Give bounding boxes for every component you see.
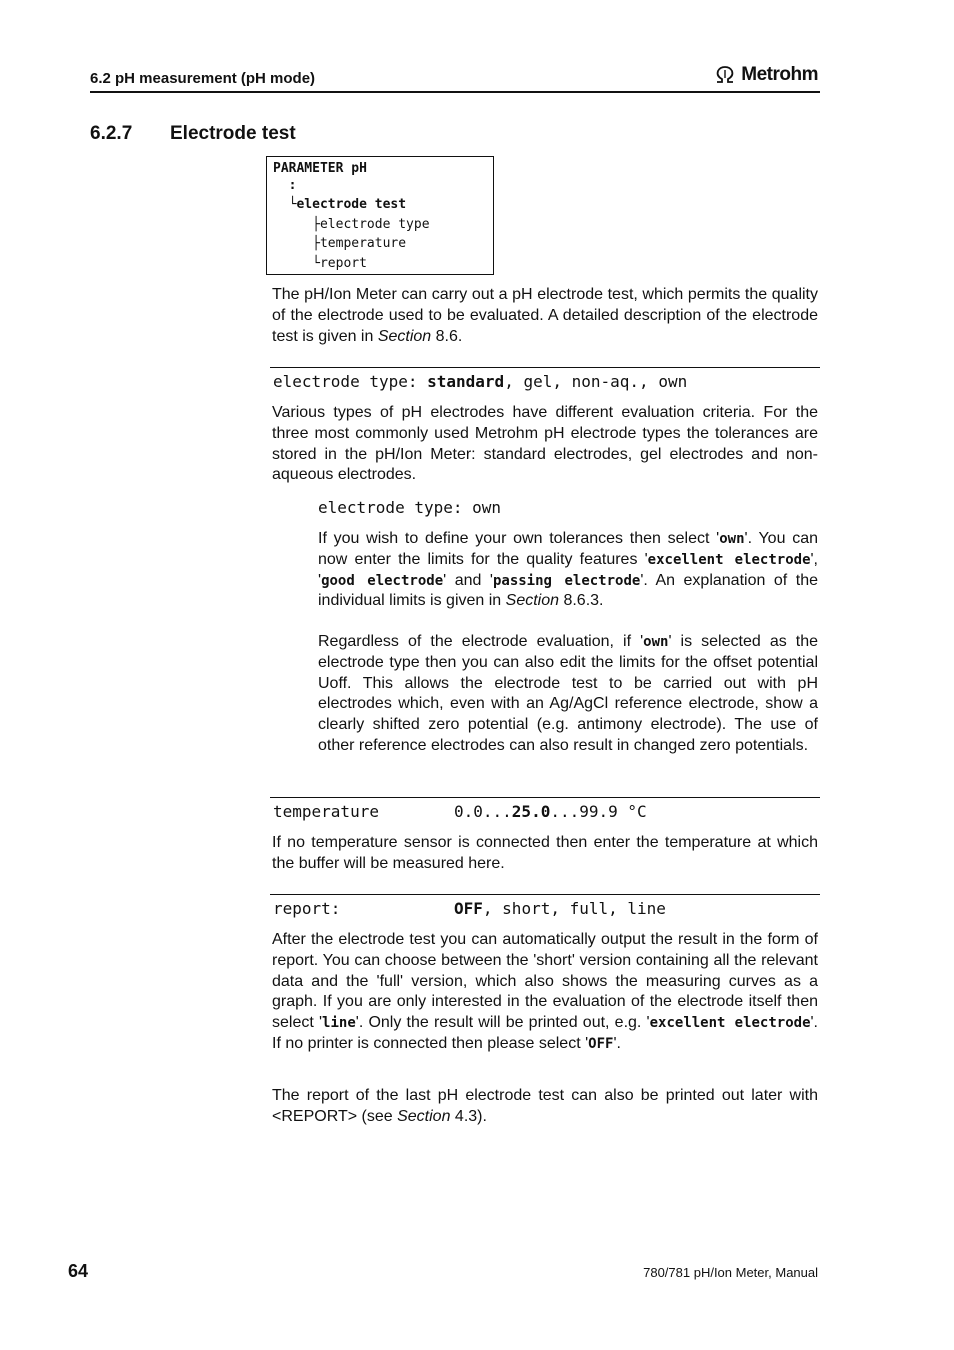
brand-name: Metrohm <box>741 64 818 85</box>
menu-line-electrode-type: ├electrode type <box>273 217 430 232</box>
param-rule-electrode-type <box>270 367 820 368</box>
section-title: Electrode test <box>170 123 296 144</box>
parameter-menu-tree <box>266 156 494 275</box>
param-electrode-type: electrode type: standard, gel, non-aq., own <box>273 372 688 391</box>
menu-line-temperature: ├temperature <box>273 236 407 251</box>
temperature-description: If no temperature sensor is connected then enter the temperature at which the buffer will be measured here. <box>272 834 818 872</box>
header-rule <box>90 91 820 93</box>
menu-line-electrode-test: └electrode test <box>273 197 407 212</box>
param-rule-report <box>270 894 820 895</box>
own-subheading: electrode type: own <box>318 498 502 517</box>
param-temperature: temperature <box>273 802 379 821</box>
menu-line-root: PARAMETER pH <box>273 161 367 176</box>
running-header-section: 6.2 pH measurement (pH mode) <box>90 70 316 87</box>
report-paragraph-1: After the electrode test you can automatically output the result in the form of report. You can choose between the 'short' version containing all the relevant data and the 'full' version, which also shows the measuring curves as a graph. If you are only interested in the evaluation of the electrode itself then select 'line'. Only the result will be printed out, e.g. 'excellent electrode'. If no printer is connected then please select 'OFF'. <box>272 931 818 1052</box>
section-number: 6.2.7 <box>90 123 133 144</box>
menu-line-ellipsis: : <box>273 178 297 193</box>
footer-manual-title: 780/781 pH/Ion Meter, Manual <box>643 1265 818 1280</box>
page-number: 64 <box>68 1261 89 1281</box>
report-paragraph-2: The report of the last pH electrode test can also be printed out later with <REPORT> (see Section 4.3). <box>272 1087 818 1125</box>
param-rule-temperature <box>270 797 820 798</box>
brand-logo <box>714 64 818 86</box>
param-report-options: OFF, short, full, line <box>454 899 666 918</box>
param-report: report: <box>273 899 341 918</box>
intro-paragraph: The pH/Ion Meter can carry out a pH electrode test, which permits the quality of the electrode used to be evaluated. A detailed description of the electrode test is given in Section 8.6. <box>272 286 818 345</box>
section-heading <box>90 123 296 145</box>
param-temperature-range: 0.0...25.0...99.9 °C <box>454 802 647 821</box>
menu-line-report: └report <box>273 256 367 271</box>
own-paragraph-1: If you wish to define your own tolerances then select 'own'. You can now enter the limits for the quality features 'excellent electrode', 'good electrode' and 'passing electrode'. An explanation of the individual limits is given in Section 8.6.3. <box>318 530 818 610</box>
omega-logo-icon <box>714 66 736 84</box>
electrode-type-description: Various types of pH electrodes have different evaluation criteria. For the three most commonly used Metrohm pH electrode types the tolerances are stored in the pH/Ion Meter: standard electrodes, gel electrodes and non-aqueous electrodes. <box>272 404 818 484</box>
own-paragraph-2: Regardless of the electrode evaluation, if 'own' is selected as the electrode type then you can also edit the limits for the offset potential Uoff. This allows the electrode test to be carried out with pH electrodes which, even with an Ag/AgCl reference electrode, show a clearly shifted zero potential (e.g. antimony electrode). The use of other reference electrodes can also result in changed zero potentials. <box>318 633 819 754</box>
